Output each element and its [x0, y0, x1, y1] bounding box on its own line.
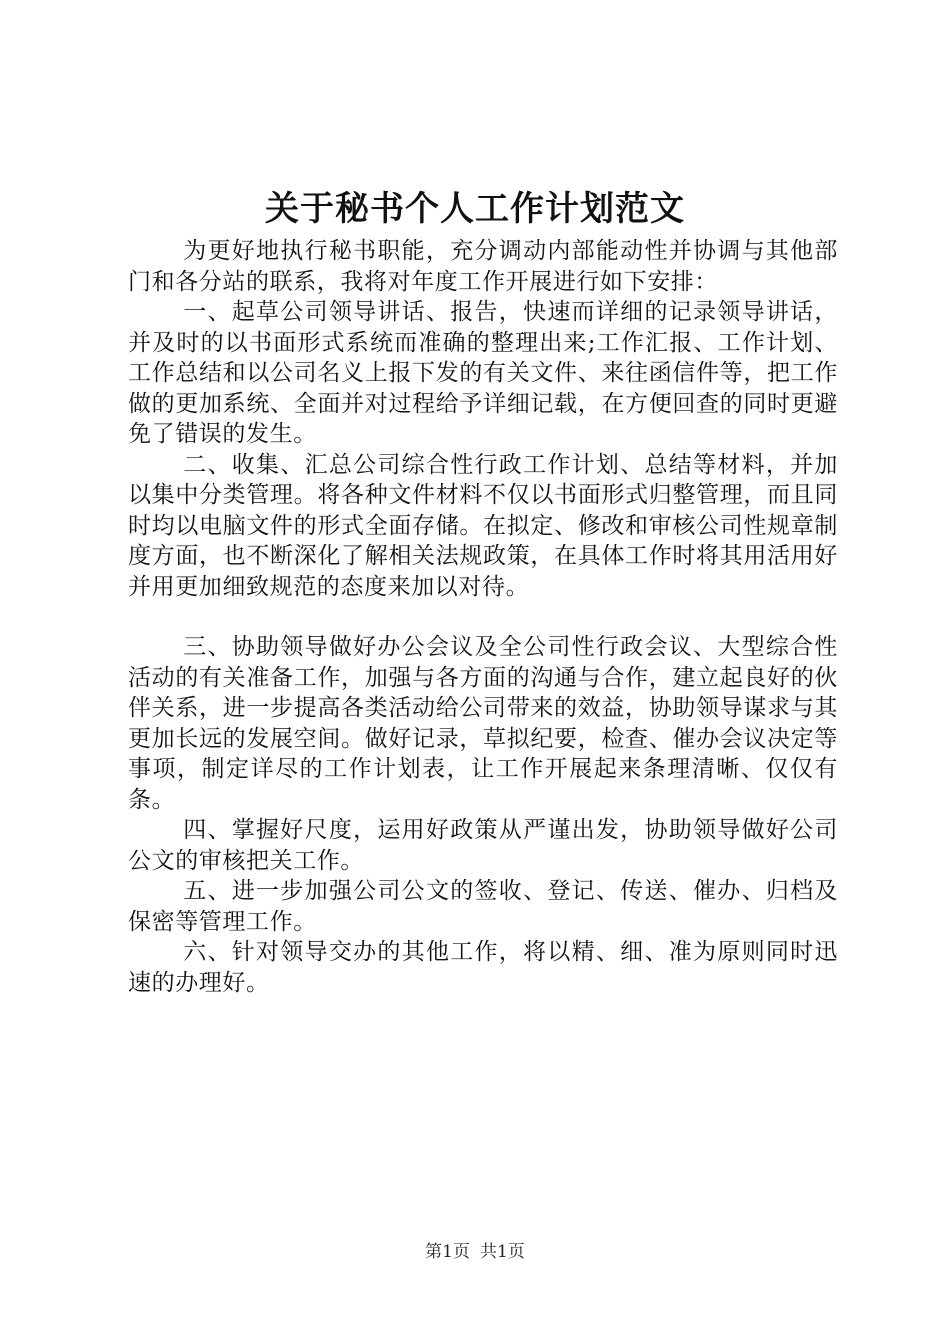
- page-number-total: 共1页: [480, 1242, 525, 1262]
- document-body: [128, 236, 838, 998]
- paragraph-item-3: 三、协助领导做好办公会议及全公司性行政会议、大型综合性活动的有关准备工作，加强与各方面的沟通与合作，建立起良好的伙伴关系，进一步提高各类活动给公司带来的效益，协助领导谋求与其更加长远的发展空间。做好记录，草拟纪要，检查、催办会议决定等事项，制定详尽的工作计划表，让工作开展起来条理清晰、仅仅有条。: [128, 634, 838, 813]
- page-footer: [0, 1240, 950, 1264]
- page-number-current: 第1页: [425, 1242, 470, 1262]
- paragraph-intro: 为更好地执行秘书职能，充分调动内部能动性并协调与其他部门和各分站的联系，我将对年度工作开展进行如下安排：: [128, 238, 838, 295]
- paragraph-item-6: 六、针对领导交办的其他工作，将以精、细、准为原则同时迅速的办理好。: [128, 939, 838, 996]
- paragraph-item-4: 四、掌握好尺度，运用好政策从严谨出发，协助领导做好公司公文的审核把关工作。: [128, 817, 838, 874]
- paragraph-item-2: 二、收集、汇总公司综合性行政工作计划、总结等材料，并加以集中分类管理。将各种文件材料不仅以书面形式归整管理，而且同时均以电脑文件的形式全面存储。在拟定、修改和审核公司性规章制度方面，也不断深化了解相关法规政策，在具体工作时将其用活用好并用更加细致规范的态度来加以对待。: [128, 451, 838, 600]
- paragraph-item-1: 一、起草公司领导讲话、报告，快速而详细的记录领导讲话，并及时的以书面形式系统而准确的整理出来;工作汇报、工作计划、工作总结和以公司名义上报下发的有关文件、来往函信件等，把工作做的更加系统、全面并对过程给予详细记载，在方便回查的同时更避免了错误的发生。: [128, 299, 838, 447]
- document-title: 关于秘书个人工作计划范文: [265, 189, 685, 229]
- paragraph-item-5: 五、进一步加强公司公文的签收、登记、传送、催办、归档及保密等管理工作。: [128, 878, 838, 935]
